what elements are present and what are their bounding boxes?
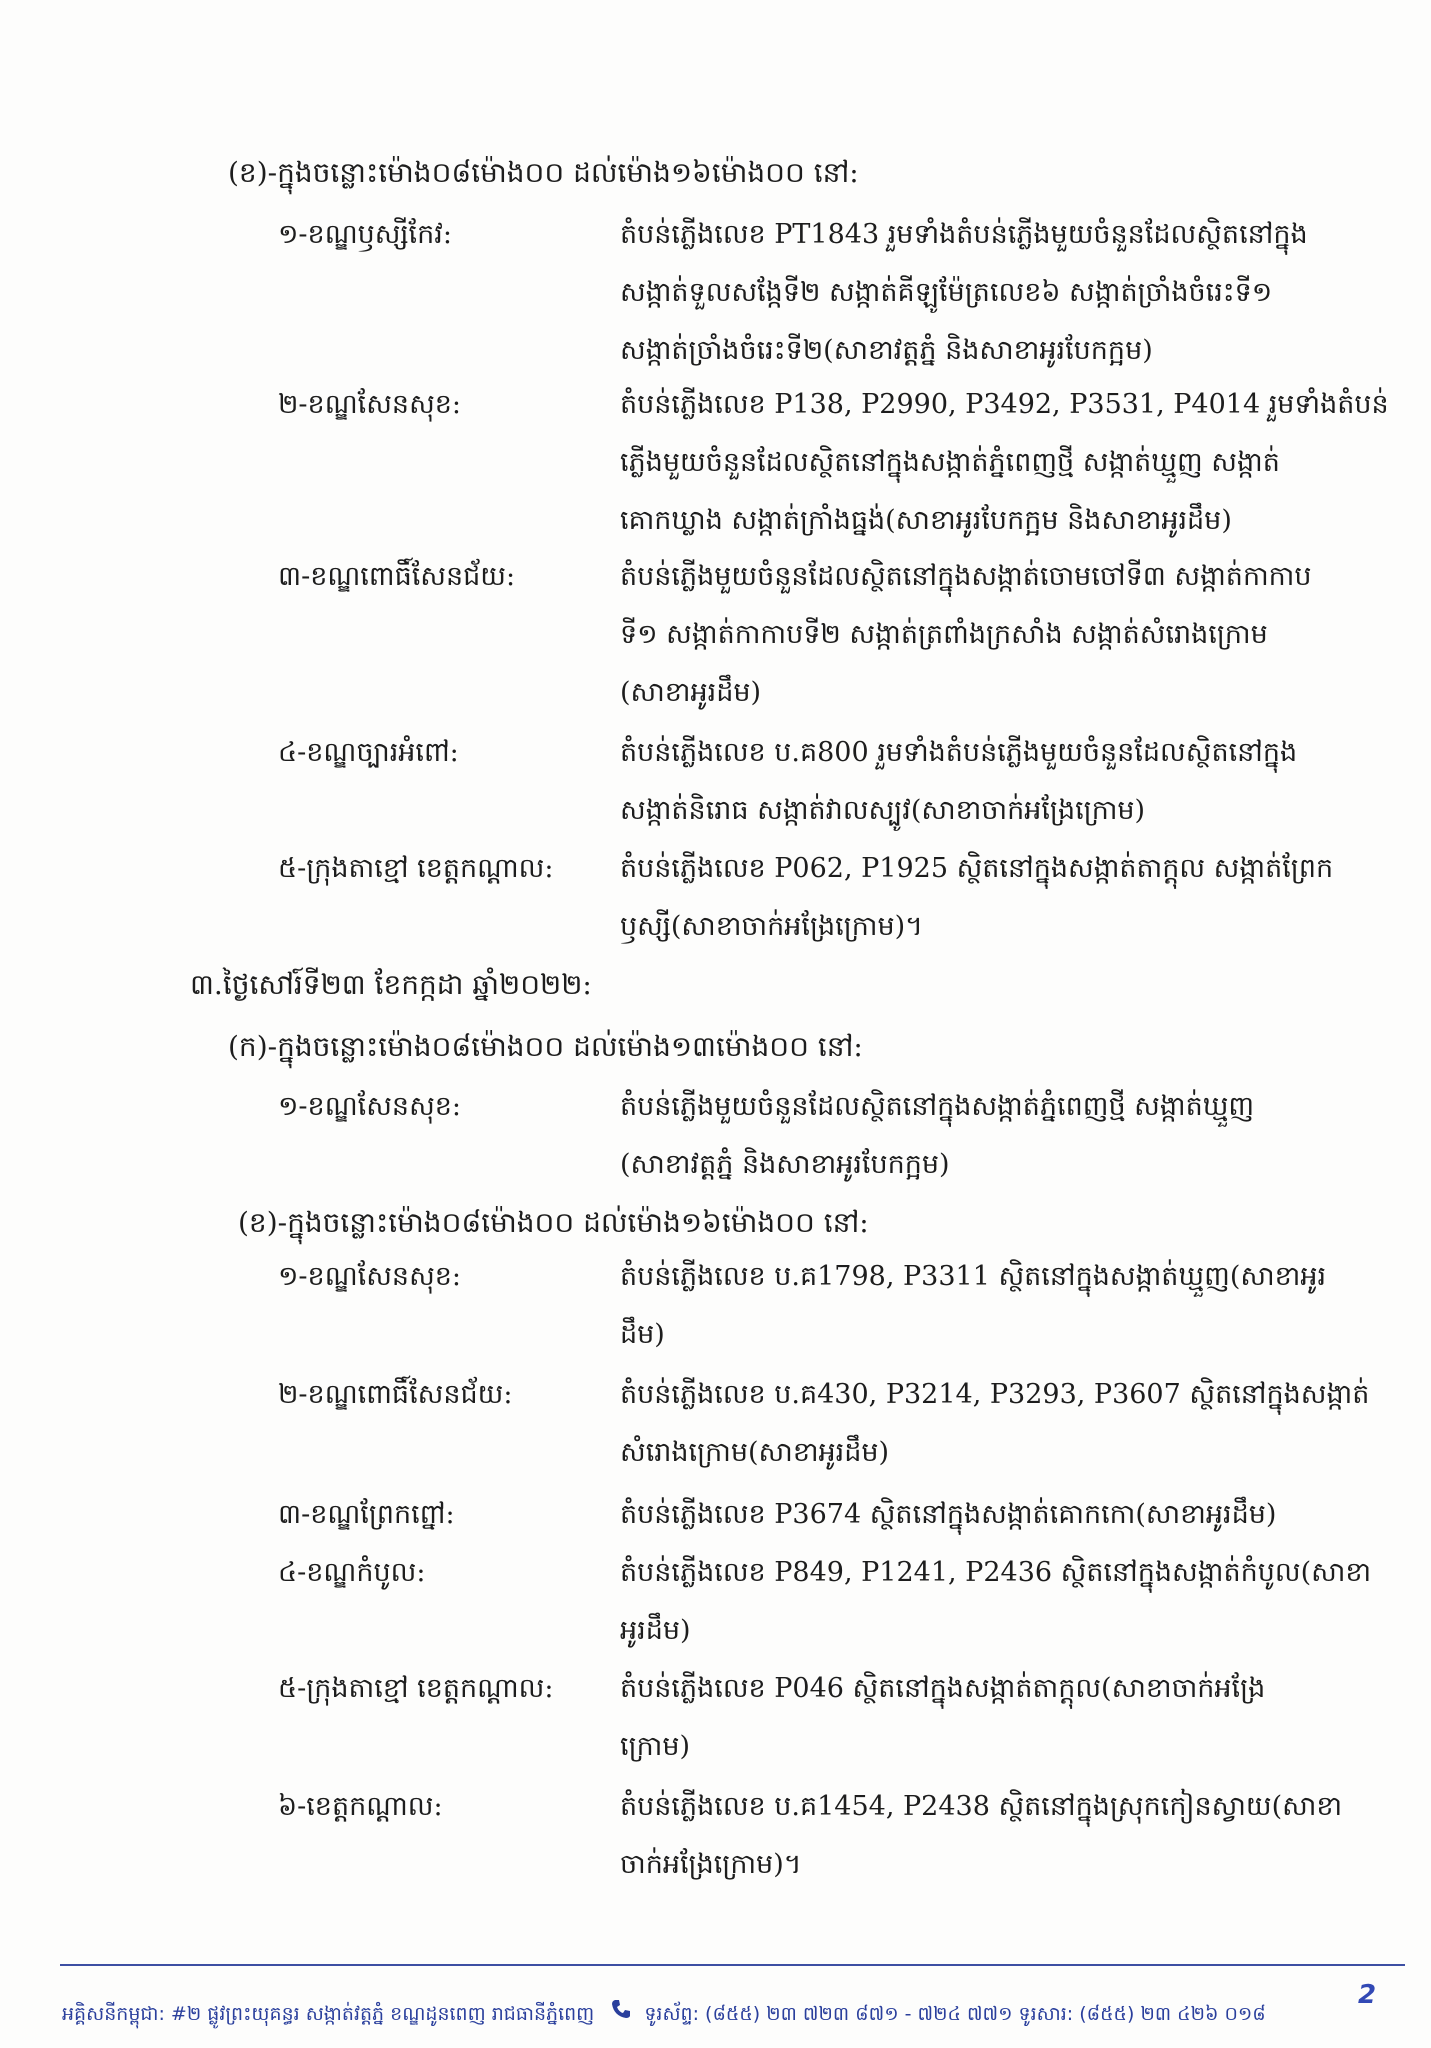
desc-line: (សាខាវត្តភ្នំ និងសាខាអូរបែកក្អម)	[620, 1149, 950, 1180]
desc-line: ឫស្សី(សាខាចាក់អង្រែក្រោម)។	[620, 911, 923, 942]
footer-phone: ទូរស័ព្ទ: (៨៥៥) ២៣ ៧២៣ ៨៧១ - ៧២៤ ៧៧១ ទូរសារ: (៨៥៥) ២៣ ៤២៦ ០១៨	[644, 2003, 1266, 2025]
item-description	[620, 1078, 1340, 1194]
desc-line: ដឹម)	[620, 1319, 665, 1350]
item-description	[620, 548, 1340, 722]
district-label: ២-ខណ្ឌសែនសុខ:	[278, 389, 462, 420]
desc-line: តំបន់ភ្លើងលេខ P3674 ស្ថិតនៅក្នុងសង្កាត់គោកកោ(សាខាអូរដឹម)	[620, 1499, 1277, 1530]
item-description	[620, 1660, 1340, 1776]
item-description	[620, 1366, 1370, 1482]
desc-line: សំរោងក្រោម(សាខាអូរដឹម)	[620, 1437, 890, 1468]
desc-line: តំបន់ភ្លើងលេខ P138, P2990, P3492, P3531, P4014 រួមទាំងតំបន់	[620, 389, 1389, 420]
desc-line: សង្កាត់និរោធ សង្កាត់វាលស្បូវ(សាខាចាក់អង្រែក្រោម)	[620, 795, 1146, 826]
district-label: ១-ខណ្ឌសែនសុខ:	[278, 1261, 462, 1292]
desc-line: តំបន់ភ្លើងលេខ ប.គ1798, P3311 ស្ថិតនៅក្នុងសង្កាត់ឃ្មួញ(សាខាអូរ	[620, 1261, 1327, 1292]
desc-line: តំបន់ភ្លើងលេខ P849, P1241, P2436 ស្ថិតនៅក្នុងសង្កាត់កំបូល(សាខា	[620, 1557, 1372, 1588]
desc-line: តំបន់ភ្លើងលេខ P046 ស្ថិតនៅក្នុងសង្កាត់តាក្ដុល(សាខាចាក់អង្រែ	[620, 1673, 1266, 1704]
footer-address: អគ្គិសនីកម្ពុជា: #២ ផ្លូវព្រះយុគន្ធរ សង្កាត់វត្តភ្នំ ខណ្ឌដូនពេញ រាជធានីភ្នំពេញ	[62, 2003, 595, 2025]
item-description	[620, 840, 1340, 956]
day-heading: ៣.ថ្ងៃសៅរ៍ទី២៣ ខែកក្កដា ឆ្នាំ២០២២:	[190, 968, 592, 1001]
district-label: ១-ខណ្ឌឫស្សីកែវ:	[278, 219, 452, 250]
section-heading-b1: (ខ)-ក្នុងចន្លោះម៉ោង០៨ម៉ោង០០ ដល់ម៉ោង១៦ម៉ោង០០ នៅ:	[228, 156, 859, 189]
footer	[62, 1998, 1402, 2030]
desc-line: តំបន់ភ្លើងមួយចំនួនដែលស្ថិតនៅក្នុងសង្កាត់ចោមចៅទី៣ សង្កាត់កាកាប	[620, 561, 1312, 592]
desc-line: តំបន់ភ្លើងលេខ ប.គ1454, P2438 ស្ថិតនៅក្នុងស្រុកកៀនស្វាយ(សាខា	[620, 1791, 1343, 1822]
district-label: ៣-ខណ្ឌពោធិ៍សែនជ័យ:	[278, 561, 516, 592]
desc-line: សង្កាត់ច្រាំងចំរេះទី២(សាខាវត្តភ្នំ និងសាខាអូរបែកក្អម)	[620, 335, 1153, 366]
desc-line: ក្រោម)	[620, 1731, 690, 1762]
desc-line: តំបន់ភ្លើងលេខ ប.គ430, P3214, P3293, P3607 ស្ថិតនៅក្នុងសង្កាត់	[620, 1379, 1370, 1410]
desc-line: តំបន់ភ្លើងលេខ PT1843 រួមទាំងតំបន់ភ្លើងមួយចំនួនដែលស្ថិតនៅក្នុង	[620, 219, 1308, 250]
desc-line: (សាខាអូរដឹម)	[620, 677, 762, 708]
phone-icon	[610, 1998, 632, 2020]
desc-line: ចាក់អង្រែក្រោម)។	[620, 1849, 802, 1880]
desc-line: ភ្លើងមួយចំនួនដែលស្ថិតនៅក្នុងសង្កាត់ភ្នំពេញថ្មី សង្កាត់ឃ្មួញ សង្កាត់	[620, 447, 1280, 478]
item-description	[620, 724, 1340, 840]
district-label: ១-ខណ្ឌសែនសុខ:	[278, 1091, 462, 1122]
item-description	[620, 1544, 1372, 1660]
item-description	[620, 206, 1340, 380]
desc-line: អូរដឹម)	[620, 1615, 691, 1646]
desc-line: សង្កាត់ទួលសង្កែទី២ សង្កាត់គីឡូម៉ែត្រលេខ៦ សង្កាត់ច្រាំងចំរេះទី១	[620, 277, 1273, 308]
desc-line: គោកឃ្លាង សង្កាត់ក្រាំងធ្នង់(សាខាអូរបែកក្អម និងសាខាអូរដឹម)	[620, 505, 1232, 536]
desc-line: តំបន់ភ្លើងមួយចំនួនដែលស្ថិតនៅក្នុងសង្កាត់ភ្នំពេញថ្មី សង្កាត់ឃ្មួញ	[620, 1091, 1255, 1122]
desc-line: តំបន់ភ្លើងលេខ ប.គ800 រួមទាំងតំបន់ភ្លើងមួយចំនួនដែលស្ថិតនៅក្នុង	[620, 737, 1298, 768]
page-number: 2	[1358, 1980, 1377, 2010]
section-heading-a: (ក)-ក្នុងចន្លោះម៉ោង០៨ម៉ោង០០ ដល់ម៉ោង១៣ម៉ោង០០ នៅ:	[228, 1030, 863, 1063]
district-label: ៦-ខេត្តកណ្ដាល:	[278, 1791, 443, 1822]
desc-line: ទី១ សង្កាត់កាកាបទី២ សង្កាត់ត្រពាំងក្រសាំង សង្កាត់សំរោងក្រោម	[620, 619, 1268, 650]
district-label: ៤-ខណ្ឌកំបូល:	[278, 1557, 426, 1588]
district-label: ៤-ខណ្ឌច្បារអំពៅ:	[278, 737, 459, 768]
item-description	[620, 1248, 1340, 1364]
item-description	[620, 1778, 1343, 1894]
district-label: ៥-ក្រុងតាខ្មៅ ខេត្តកណ្ដាល:	[278, 853, 554, 884]
desc-line: តំបន់ភ្លើងលេខ P062, P1925 ស្ថិតនៅក្នុងសង្កាត់តាក្ដុល សង្កាត់ព្រែក	[620, 853, 1334, 884]
section-heading-b2: (ខ)-ក្នុងចន្លោះម៉ោង០៨ម៉ោង០០ ដល់ម៉ោង១៦ម៉ោង០០ នៅ:	[238, 1206, 869, 1239]
district-label: ២-ខណ្ឌពោធិ៍សែនជ័យ:	[278, 1379, 513, 1410]
item-description	[620, 1486, 1340, 1544]
district-label: ៥-ក្រុងតាខ្មៅ ខេត្តកណ្ដាល:	[278, 1673, 554, 1704]
footer-divider	[60, 1964, 1405, 1966]
district-label: ៣-ខណ្ឌព្រែកព្នៅ:	[278, 1499, 455, 1530]
item-description	[620, 376, 1389, 550]
